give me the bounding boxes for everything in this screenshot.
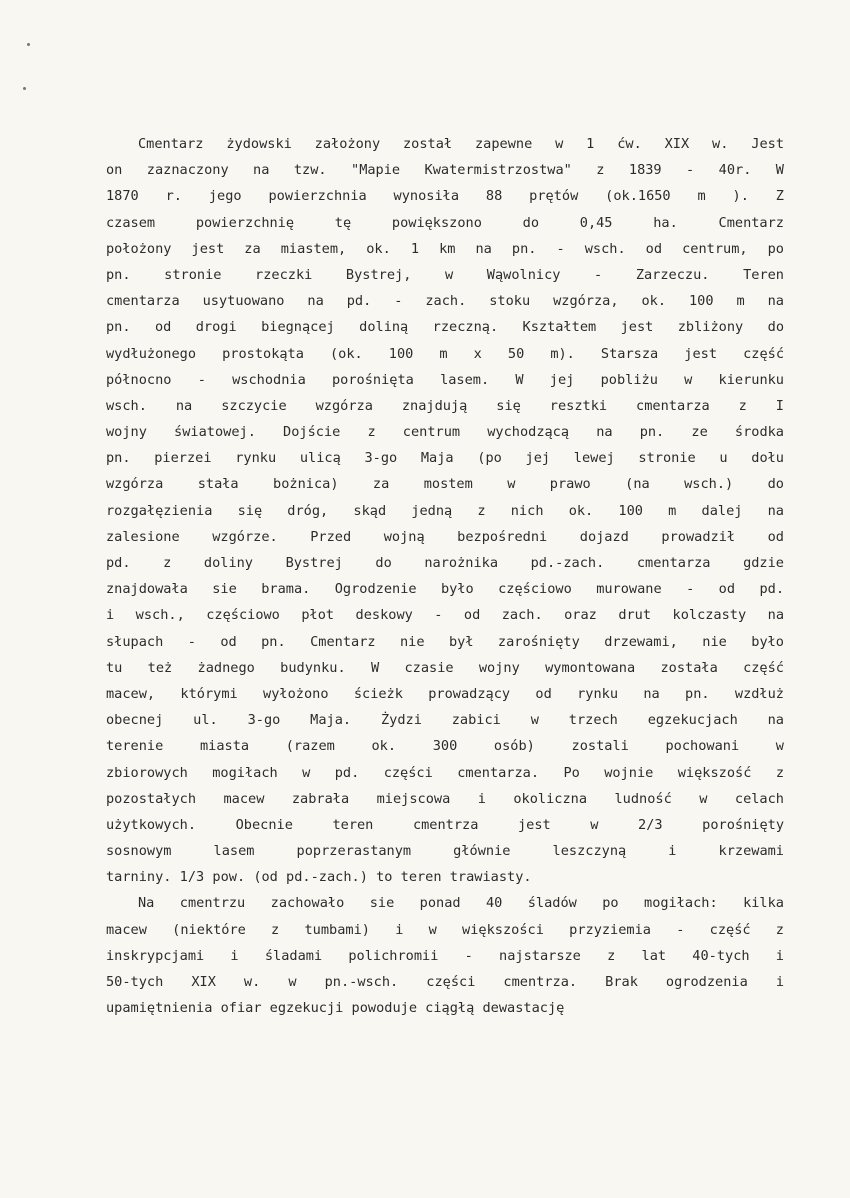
scan-speck (27, 43, 30, 46)
text-line: Na cmentrzu zachowało sie ponad 40 śladów po mogiłach: kilka (138, 895, 784, 912)
text-line: tarniny. 1/3 pow. (od pd.-zach.) to teren trawiasty. (106, 869, 532, 886)
text-line: pn. pierzei rynku ulicą 3-go Maja (po jej lewej stronie u dołu (106, 450, 784, 467)
text-line: wojny światowej. Dojście z centrum wychodzącą na pn. ze środka (106, 424, 784, 441)
text-line: on zaznaczony na tzw. "Mapie Kwatermistrzostwa" z 1839 - 40r. W (106, 162, 784, 179)
text-line: tu też żadnego budynku. W czasie wojny wymontowana została część (106, 659, 784, 676)
text-line: wydłużonego prostokąta (ok. 100 m x 50 m). Starsza jest część (106, 345, 784, 362)
text-line: inskrypcjami i śladami polichromii - najstarsze z lat 40-tych i (106, 947, 784, 964)
text-line: obecnej ul. 3-go Maja. Żydzi zabici w trzech egzekucjach na (106, 712, 784, 729)
text-line: macew (niektóre z tumbami) i w większości przyziemia - część z (106, 921, 784, 938)
text-line: wsch. na szczycie wzgórza znajdują się resztki cmentarza z I (106, 397, 784, 414)
text-line: pn. od drogi biegnącej doliną rzeczną. Kształtem jest zbliżony do (106, 319, 784, 336)
text-line: 50-tych XIX w. w pn.-wsch. części cmentrza. Brak ogrodzenia i (106, 974, 784, 990)
text-line: Cmentarz żydowski założony został zapewne w 1 ćw. XIX w. Jest (138, 136, 784, 152)
text-line: zalesione wzgórze. Przed wojną bezpośredni dojazd prowadził od (106, 528, 784, 545)
text-line: znajdowała sie brama. Ogrodzenie było częściowo murowane - od pd. (106, 581, 784, 598)
text-line: 1870 r. jego powierzchnia wynosiła 88 prętów (ok.1650 m ). Z (106, 188, 784, 205)
text-line: słupach - od pn. Cmentarz nie był zarośnięty drzewami, nie było (106, 633, 784, 650)
text-line: położony jest za miastem, ok. 1 km na pn. - wsch. od centrum, po (106, 240, 784, 257)
paragraph (106, 890, 784, 1021)
text-line: rozgałęzienia się dróg, skąd jedną z nich ok. 100 m dalej na (106, 502, 784, 519)
text-line: i wsch., częściowo płot deskowy - od zach. oraz drut kolczasty na (106, 607, 784, 624)
text-line: macew, którymi wyłożono ścieżk prowadzący od rynku na pn. wzdłuż (106, 685, 784, 702)
text-line: pozostałych macew zabrała miejscowa i okoliczna ludność w celach (106, 790, 784, 807)
scan-speck (23, 87, 26, 90)
text-line: sosnowym lasem poprzerastanym głównie leszczyną i krzewami (106, 843, 784, 860)
document-text (106, 131, 784, 1021)
text-line: północno - wschodnia porośnięta lasem. W jej pobliżu w kierunku (106, 371, 784, 388)
text-line: cmentarza usytuowano na pd. - zach. stoku wzgórza, ok. 100 m na (106, 293, 784, 310)
text-line: upamiętnienia ofiar egzekucji powoduje ciągłą dewastację (106, 1000, 565, 1017)
text-line: terenie miasta (razem ok. 300 osób) zostali pochowani w (106, 738, 784, 755)
text-line: wzgórza stała bożnica) za mostem w prawo (na wsch.) do (106, 476, 784, 493)
text-line: użytkowych. Obecnie teren cmentrza jest w 2/3 porośnięty (106, 816, 784, 833)
text-line: zbiorowych mogiłach w pd. części cmentarza. Po wojnie większość z (106, 764, 784, 781)
paragraph (106, 131, 784, 890)
text-line: pn. stronie rzeczki Bystrej, w Wąwolnicy - Zarzeczu. Teren (106, 266, 784, 283)
text-line: czasem powierzchnię tę powiększono do 0,45 ha. Cmentarz (106, 214, 784, 231)
text-line: pd. z doliny Bystrej do narożnika pd.-zach. cmentarza gdzie (106, 555, 784, 571)
